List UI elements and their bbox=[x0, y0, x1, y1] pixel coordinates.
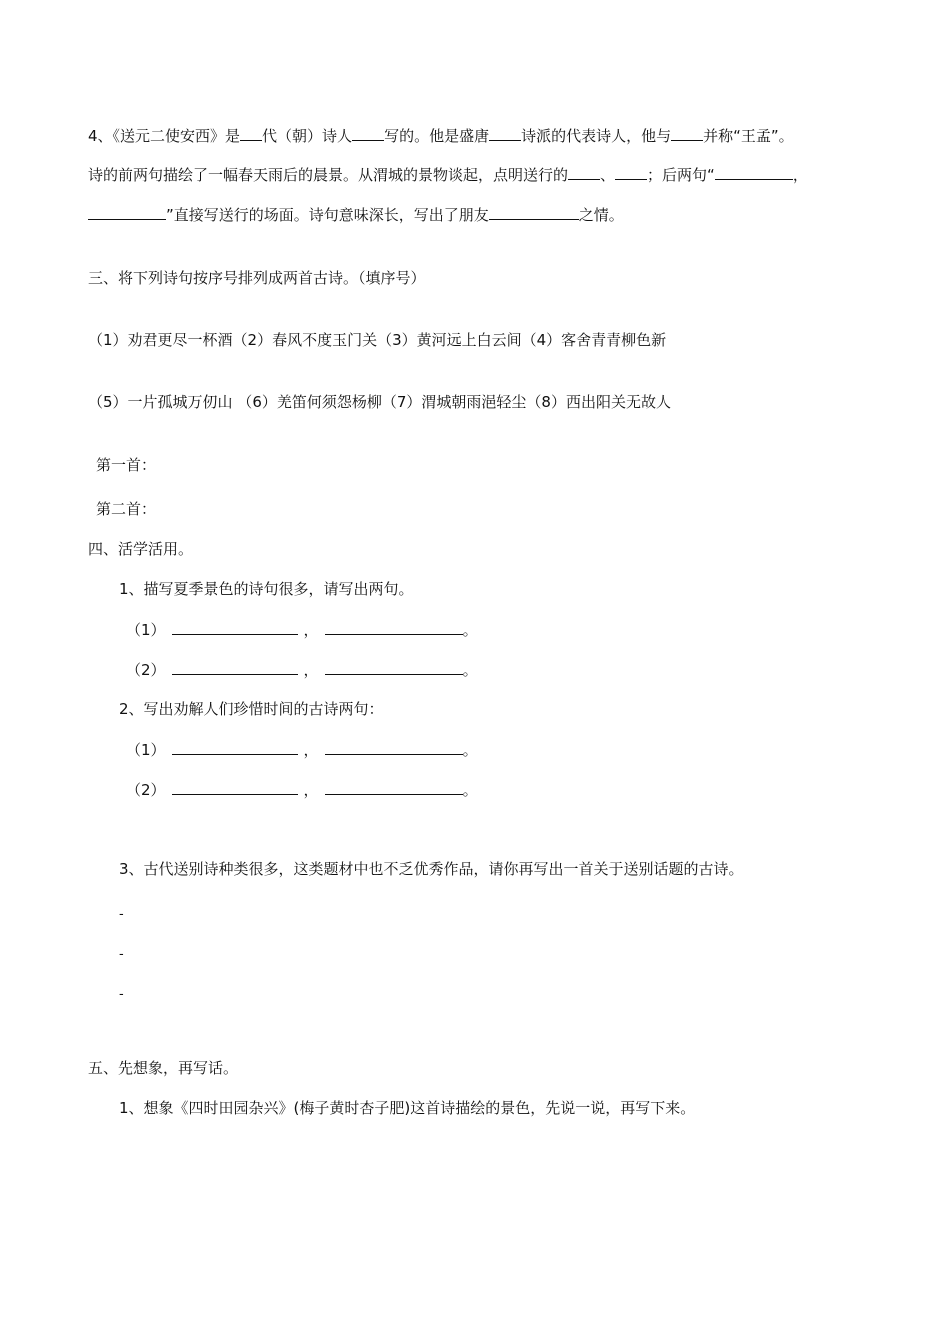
period: 。 bbox=[462, 741, 478, 759]
q4-line1 bbox=[88, 125, 794, 147]
second-poem-label: 第二首： bbox=[96, 500, 157, 518]
place-blank[interactable] bbox=[615, 164, 647, 180]
answer-blank[interactable] bbox=[172, 779, 298, 795]
school-blank[interactable] bbox=[489, 125, 521, 141]
q4-text: 、 bbox=[600, 166, 616, 184]
answer-blank[interactable] bbox=[325, 779, 463, 795]
summer-answer-1 bbox=[126, 619, 478, 641]
q4-line3 bbox=[88, 204, 624, 226]
q4-text: 诗派的代表诗人，他与 bbox=[521, 127, 672, 145]
q4-text: ”直接写送行的场面。诗句意味深长，写出了朋友 bbox=[166, 206, 489, 224]
period: 。 bbox=[462, 781, 478, 799]
time-blank[interactable] bbox=[568, 164, 600, 180]
q4-text: 代（朝）诗人 bbox=[262, 127, 353, 145]
item-number: （1） bbox=[126, 741, 166, 759]
answer-blank[interactable] bbox=[172, 619, 298, 635]
section5-title: 五、先想象，再写话。 bbox=[88, 1059, 239, 1077]
q4-text: 诗的前两句描绘了一幅春天雨后的晨景。从渭城的景物谈起，点明送行的 bbox=[88, 166, 569, 184]
writing-line-marker: - bbox=[119, 987, 124, 1002]
q4-text: ， bbox=[792, 166, 808, 184]
summer-answer-2 bbox=[126, 659, 478, 681]
comma: ， bbox=[303, 781, 319, 799]
section4-title: 四、活学活用。 bbox=[88, 540, 194, 558]
poem-lines-row-2: （5）一片孤城万仞山 （6）羌笛何须怨杨柳（7）渭城朝雨浥轻尘（8）西出阳关无故人 bbox=[88, 393, 671, 411]
comma: ， bbox=[303, 741, 319, 759]
poet-blank[interactable] bbox=[352, 125, 384, 141]
last-lines-blank-2[interactable] bbox=[88, 204, 166, 220]
answer-blank[interactable] bbox=[325, 619, 463, 635]
time-answer-1 bbox=[126, 739, 478, 761]
time-answer-2 bbox=[126, 779, 478, 801]
item-number: （2） bbox=[126, 781, 166, 799]
comma: ， bbox=[303, 661, 319, 679]
writing-line-marker: - bbox=[119, 907, 124, 922]
answer-blank[interactable] bbox=[172, 659, 298, 675]
section5-q1: 1、想象《四时田园杂兴》(梅子黄时杏子肥)这首诗描绘的景色，先说一说，再写下来。 bbox=[119, 1099, 696, 1117]
answer-blank[interactable] bbox=[172, 739, 298, 755]
section4-q3: 3、古代送别诗种类很多，这类题材中也不乏优秀作品，请你再写出一首关于送别话题的古诗。 bbox=[119, 860, 744, 878]
comma: ， bbox=[303, 621, 319, 639]
section4-q2: 2、写出劝解人们珍惜时间的古诗两句： bbox=[119, 700, 384, 718]
first-poem-label: 第一首： bbox=[96, 456, 157, 474]
answer-blank[interactable] bbox=[325, 739, 463, 755]
q4-line2 bbox=[88, 164, 808, 186]
q4-text: 并称“王孟”。 bbox=[703, 127, 794, 145]
section4-q1: 1、描写夏季景色的诗句很多，请写出两句。 bbox=[119, 580, 414, 598]
q4-text: 写的。他是盛唐 bbox=[384, 127, 490, 145]
poem-lines-row-1: （1）劝君更尽一杯酒（2）春风不度玉门关（3）黄河远上白云间（4）客舍青青柳色新 bbox=[88, 331, 667, 349]
dynasty-blank[interactable] bbox=[240, 125, 262, 141]
q4-text: 4、《送元二使安西》是 bbox=[88, 127, 241, 145]
q4-text: ；后两句“ bbox=[647, 166, 715, 184]
peer-poet-blank[interactable] bbox=[671, 125, 703, 141]
period: 。 bbox=[462, 661, 478, 679]
item-number: （1） bbox=[126, 621, 166, 639]
last-lines-blank-1[interactable] bbox=[715, 164, 793, 180]
period: 。 bbox=[462, 621, 478, 639]
friendship-blank[interactable] bbox=[489, 204, 579, 220]
writing-line-marker: - bbox=[119, 947, 124, 962]
q4-text: 之情。 bbox=[578, 206, 624, 224]
item-number: （2） bbox=[126, 661, 166, 679]
answer-blank[interactable] bbox=[325, 659, 463, 675]
section3-title: 三、将下列诗句按序号排列成两首古诗。（填序号） bbox=[88, 269, 426, 287]
